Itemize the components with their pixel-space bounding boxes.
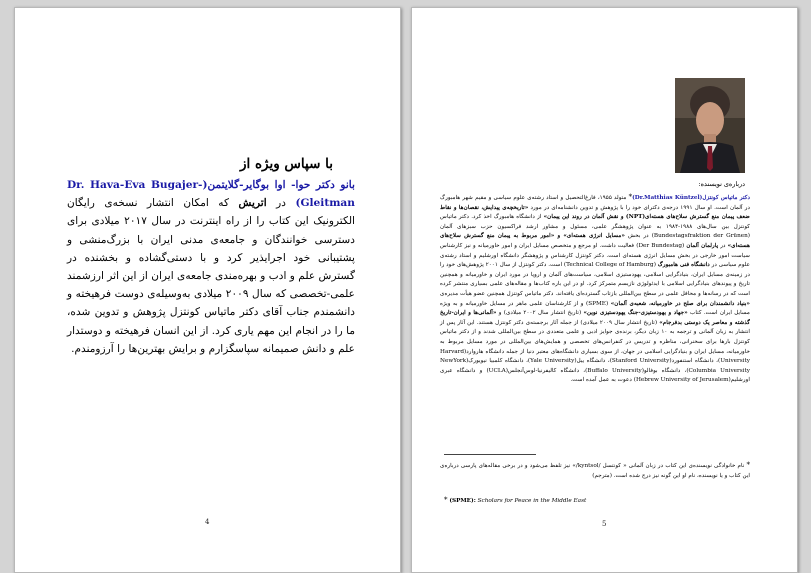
bio-text-5: (Technical College of Hamburg) است. دکتر کونتزل از سال ۲۰۰۱ پژوهش‌های خود را در زمینه‌ی مسایل ایران، بنیادگرایی اسلامی، یهودستیزی اسلامی، سیاست‌های آلمان و اروپا در مورد ایران و خاورمیانه و همچنین تاریخ و پیوندهای بنیادگرایی اسلامی با ایدئولوژی نازیسم متمرکز کرد. او در این باره کتاب‌ها و مقاله‌های علمی بسیاری منتشر کرده است که در رسانه‌ها و محافل علمی در سطح بین‌المللی بازتاب گسترده‌ای یافته‌اند. دکتر ماتیاس کونتزل همچنین عضو هیأت مدیره‌ی bbox=[440, 262, 750, 297]
page-number-right: 5 bbox=[602, 520, 607, 528]
body-preposition: در bbox=[276, 197, 286, 210]
footnote-2-text: Scholars for Peace in the Middle East bbox=[477, 498, 587, 504]
page-number-left: 4 bbox=[205, 518, 210, 526]
bio-bold-4: دانشگاه فنی هامبورگ bbox=[657, 262, 710, 269]
bio-text-7: (تاریخ انتشار سال ۲۰۰۲ میلادی) و bbox=[498, 310, 582, 317]
bio-text-8: (تاریخ انتشار سال ۲۰۰۹ میلادی) از جمله آثار برجسته‌ی دکتر کونتزل هستند. این آثار پس از انتشار به زبان آلمانی و ترجمه به ۱۰ زبان دیگر، برنده‌ی جوایز ادبی و علمی متعددی در سطح بین‌المللی شدند و از دکتر ماتیاس کونتزل بارها برای سخنرانی، مناظره و تدریس در کنفرانس‌های تخصصی و همایش‌های بین‌المللی در مورد مسایل مربوط به خاورمیانه، مسایل ایران و بنیادگرایی اسلامی در جهان، از سوی بسیاری دانشگاه‌های معتبر دنیا از جمله دانشگاه هاروارد(Harvard University)، دانشگاه استنفورد(Stanford University)، دانشگاه ییل(Yale University)، دانشگاه کلمبیا نیویورک(NewYork Columbia University)، دانشگاه بوفالو(Buffalo University)، دانشگاه کالیفرنیا-لوس‌آنجلس(UCLA) و دانشگاه عبری اورشلیم(Hebrew University of Jerusalem) دعوت به عمل آمده است. bbox=[440, 319, 750, 384]
acknowledgement-heading: با سپاس ویژه از bbox=[239, 156, 333, 172]
bio-bold-2: «مسایل انرژی هسته‌ای» و «امور مربوط به پیمان منع گسترش سلاح‌های هسته‌ای» bbox=[440, 233, 751, 249]
page-right bbox=[411, 7, 798, 573]
honoree-name: بانو دکتر حوا- اوا بوگایر-گلایتمن(Dr. Hava-Eva Bugajer-Gleitman) bbox=[67, 179, 355, 210]
about-author-heading: درباره‌ی نویسنده: bbox=[698, 180, 745, 188]
footnote-2-marker: * bbox=[444, 496, 448, 504]
footnote-2 bbox=[444, 496, 744, 504]
bio-bold-5: «بنیاد دانشمندان برای صلح در خاورمیانه، شعبه‌ی آلمان» bbox=[610, 300, 750, 307]
honoree-country: اتریش bbox=[238, 197, 267, 210]
bio-bold-6: «جهاد و یهودستیزی-جنگ یهودستیزی نوین» bbox=[583, 310, 688, 317]
footnote-1 bbox=[440, 460, 750, 481]
footnote-2-label: (SPME): bbox=[449, 498, 476, 504]
bio-text-1: متولد ۱۹۵۵، فارغ‌التحصیل و استاد رشته‌ی علوم سیاسی و مقیم شهر هامبورگ در آلمان است. او سال ۱۹۹۱ درجه‌ی دکترای خود را با پژوهش و تدوین دانشنامه‌ای در مورد bbox=[440, 195, 750, 211]
bio-text-3: در bbox=[720, 242, 726, 249]
footnote-marker-1: * bbox=[628, 193, 633, 201]
bio-text-6: (SPME) و از کارشناسان علمی ماهر در مسایل خاورمیانه و به ویژه مسایل ایران است. کتاب bbox=[440, 300, 750, 317]
footnote-1-text: نام خانوادگی نویسنده‌ی این کتاب در زبان آلمانی « کونتسل /kyntsol/» نیز تلفظ می‌شود و در برخی مقاله‌های پارسی درباره‌ی این کتاب و یا نویسنده، نام او این گونه نیز درج شده است. (مترجم) bbox=[440, 463, 750, 479]
bio-text-4: (Der Bundestag) فعالیت داشت. او مرجع و متخصص مسایل ایران و امور خاورمیانه و نیز کارشناس سیاست امور خارجی در بخش مسایل انرژی هسته‌ای است. دکتر کونتزل کارشناس و پژوهشگر دانشگاه اورشلیم و استاد رشته‌ی علوم سیاسی در bbox=[440, 242, 751, 269]
acknowledgement-body bbox=[67, 176, 355, 358]
bio-bold-1: «تاریخچه‌ی پیدایش، نقصان‌ها و نقاط ضعف پیمان منع گسترش سلاح‌های هسته‌ای(NPT) و نقش آلمان در روند این پیمان» bbox=[440, 204, 751, 221]
author-biography bbox=[440, 193, 750, 386]
bio-text-2: از دانشگاه هامبورگ اخذ کرد. دکتر ماتیاس کونتزل بین سال‌های ۱۹۸۸-۱۹۸۴ به عنوان پژوهشگر علمی، مسئول و مشاور ارشد فراکسیون حزب سبزهای آلمان (Bundestagsfraktion der Grünen) در بخش bbox=[440, 214, 750, 240]
author-photo bbox=[675, 78, 745, 173]
acknowledgement-text: که امکان انتشار نسخه‌ی رایگان الکترونیک این کتاب را از راه اینترنت در سال ۲۰۱۷ میلادی برای دسترسی خوانندگان و جامعه‌ی مدنی ایران با بزرگ‌منشی و پشتیبانی خود اجرایذیر کرد و با دستی‌گشاده و بخشنده در گسترش علم و ادب و بهره‌مندی جامعه‌ی ایران از این اثر ارزشمند علمی-تخصصی که سال ۲۰۰۹ میلادی به‌وسیله‌ی دوست فرهیخته و دانشمندم جناب آقای دکتر ماتیاس کونتزل پژوهش و تدوین شده، ما را در انجام این مهم یاری کرد. از این انسان فرهیخته و دوستدار علم و دانش صمیمانه سپاسگزارم و برایش بهترین‌ها را آرزومندم. bbox=[67, 197, 356, 355]
footnote-1-marker: * bbox=[746, 461, 750, 469]
author-portrait-image bbox=[675, 78, 745, 173]
page-left bbox=[14, 7, 401, 573]
footnote-divider bbox=[444, 454, 536, 455]
bio-bold-3: پارلمان آلمان bbox=[686, 242, 719, 249]
author-name: دکتر ماتیاس کونتزل(Dr.Matthias Küntzel) bbox=[632, 195, 751, 201]
bio-bold-7: «آلمانی‌ها و ایران-تاریخ گذشته و معاصر یک دوستی بدفرجام» bbox=[440, 310, 751, 326]
